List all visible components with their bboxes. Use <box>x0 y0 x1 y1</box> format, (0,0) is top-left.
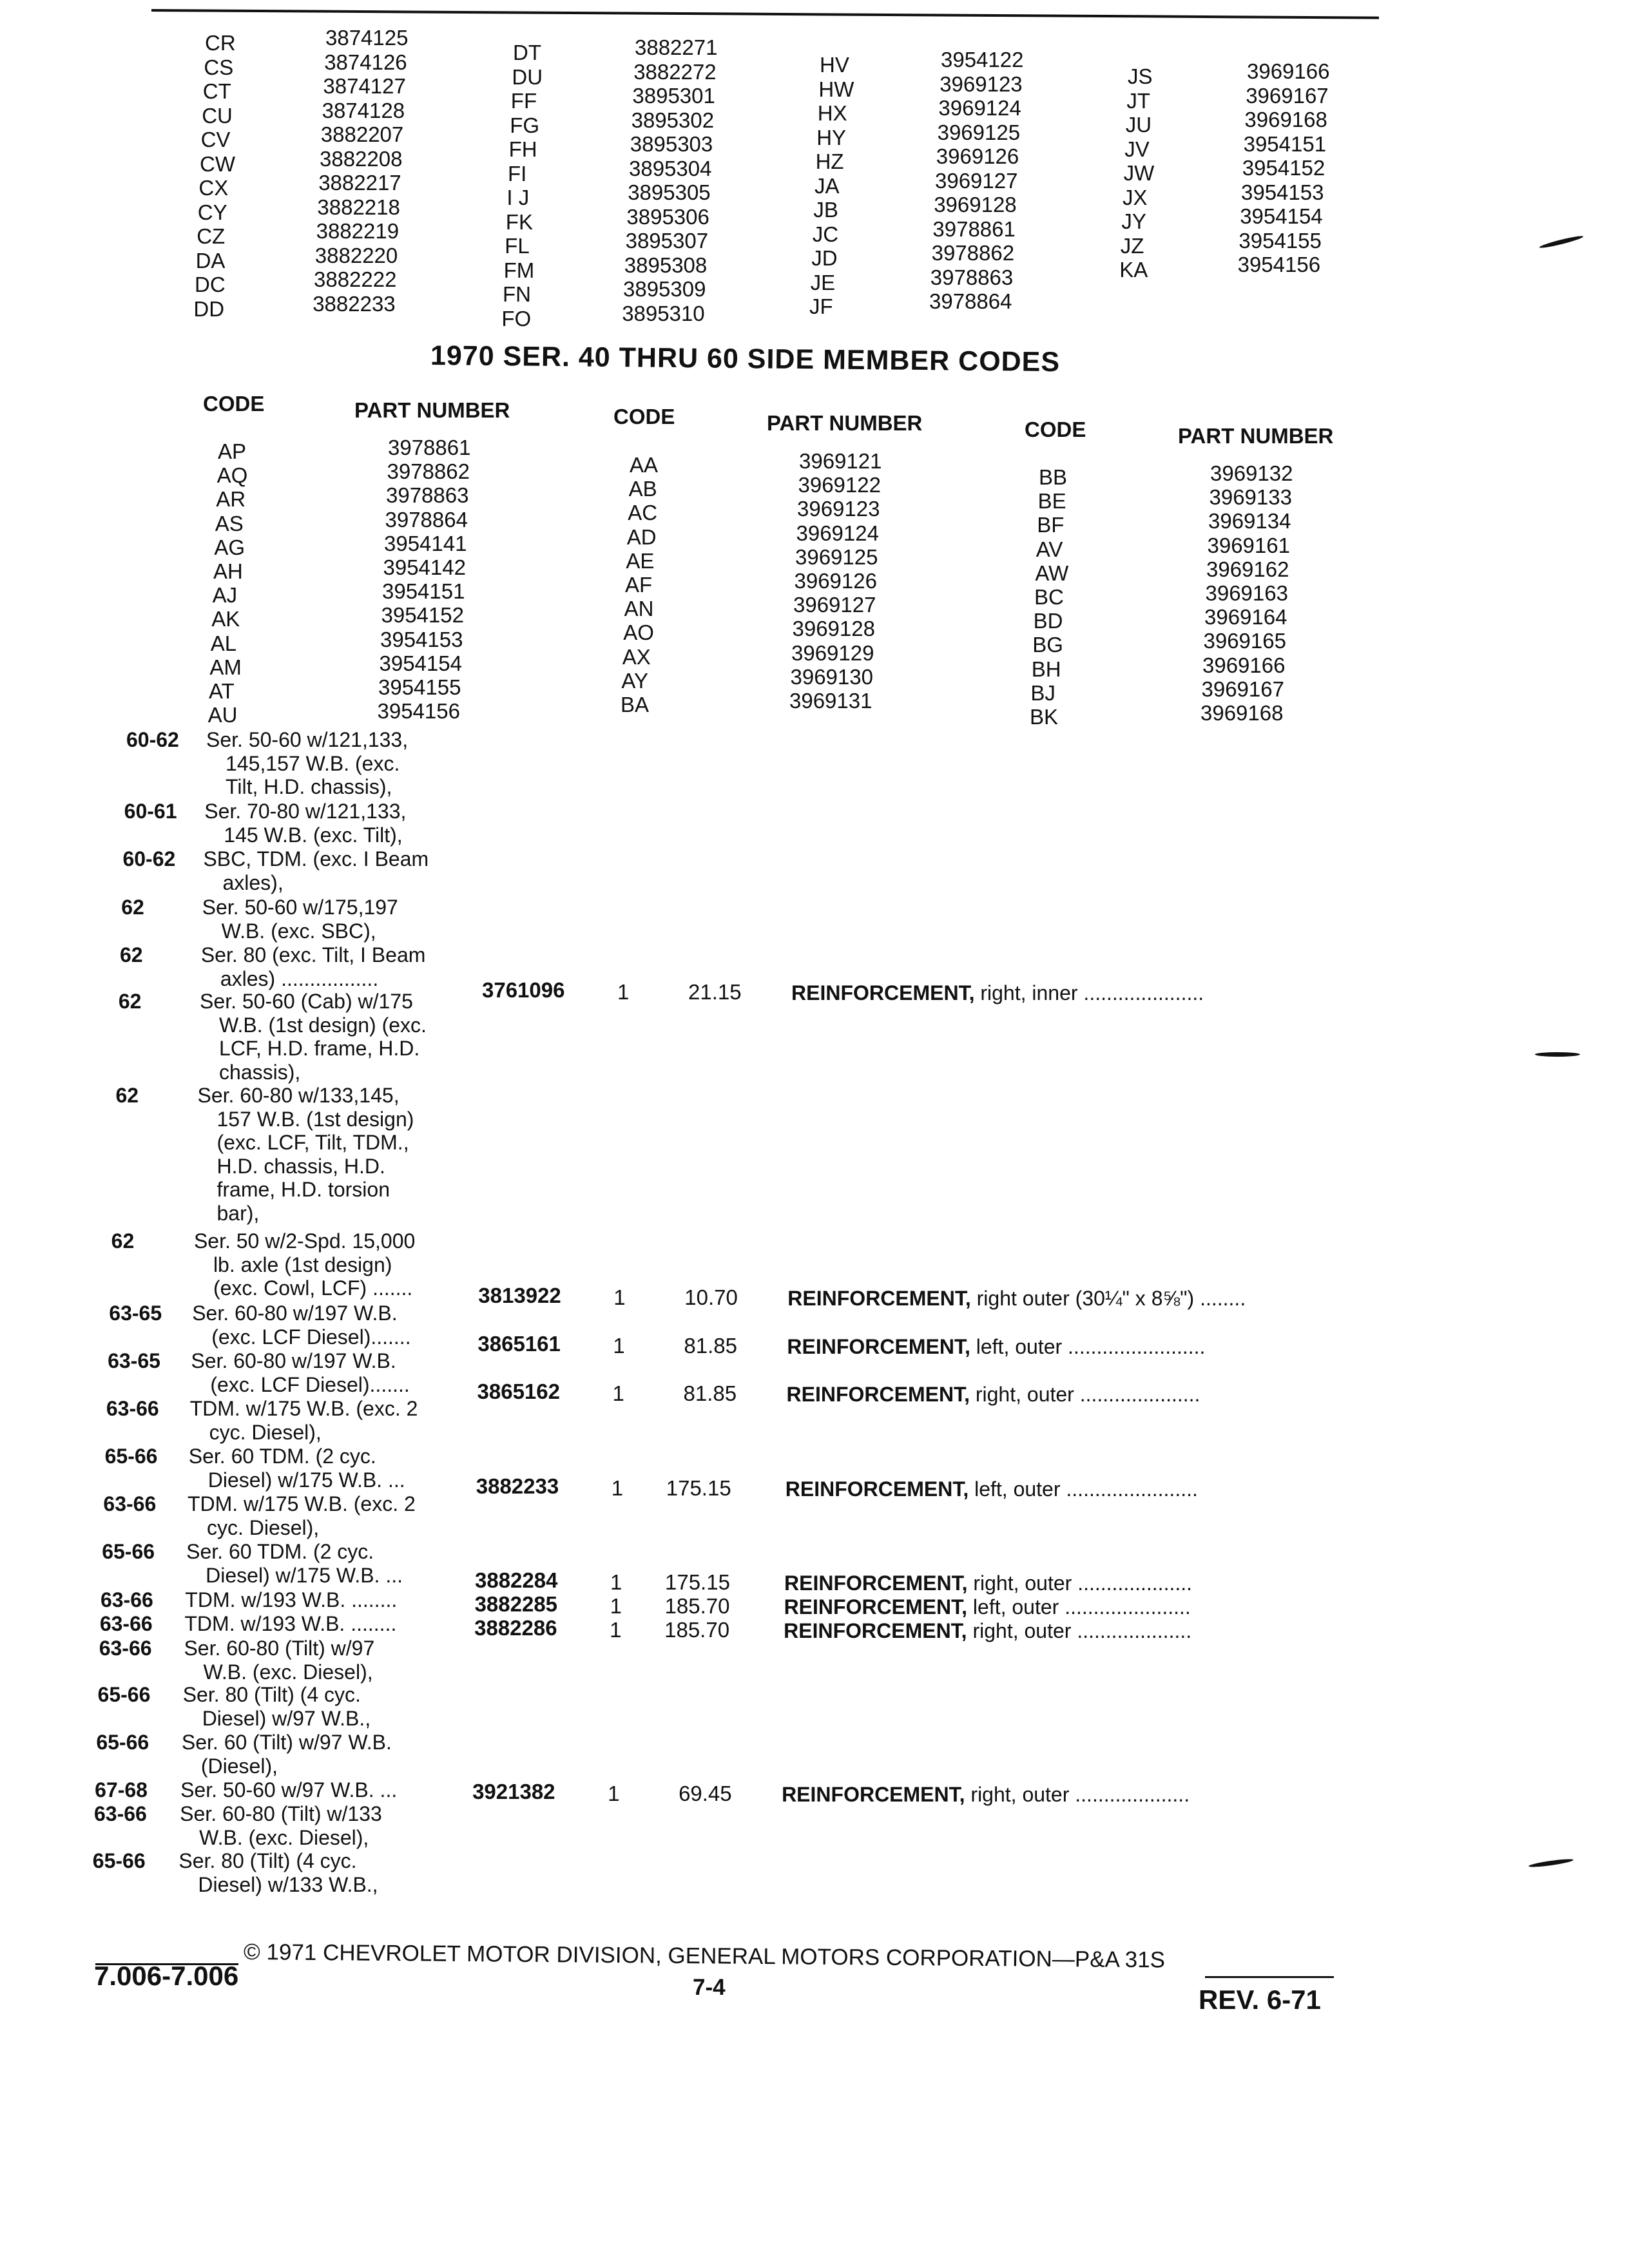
code-column-header: CODE <box>203 392 265 416</box>
side-member-code: AS <box>215 511 244 535</box>
side-member-part-number: 3954141 <box>384 531 467 555</box>
side-member-code: BG <box>1032 633 1063 657</box>
side-member-part-number: 3969126 <box>794 569 877 593</box>
side-member-code: AA <box>630 453 659 477</box>
section-title: 1970 SER. 40 THRU 60 SIDE MEMBER CODES <box>430 340 1061 378</box>
code-column-header: CODE <box>1025 418 1086 441</box>
top-part-number: 3969127 <box>935 168 1018 193</box>
top-rule <box>151 9 1379 19</box>
side-member-part-number: 3969165 <box>1203 629 1286 653</box>
side-member-code: AK <box>211 607 240 631</box>
model-years: 65-66 <box>104 1445 158 1468</box>
footer-copyright: © 1971 CHEVROLET MOTOR DIVISION, GENERAL MOTORS CORPORATION—P&A 31S <box>243 1939 1166 1973</box>
application-line: TDM. w/193 W.B. ........ <box>184 1612 397 1635</box>
top-part-number: 3954155 <box>1239 228 1322 253</box>
top-code: CR <box>205 31 236 55</box>
top-code: FO <box>501 306 532 331</box>
top-part-number: 3969167 <box>1246 83 1329 108</box>
side-member-part-number: 3954152 <box>381 603 464 628</box>
top-code: CY <box>197 200 227 224</box>
application-line: 145,157 W.B. (exc. <box>226 751 400 775</box>
part-description <box>787 1383 1200 1407</box>
top-code: FH <box>508 137 537 161</box>
part-name: REINFORCEMENT, <box>787 1335 970 1358</box>
top-part-number: 3874126 <box>324 50 407 74</box>
side-member-part-number: 3969123 <box>797 497 880 521</box>
top-code: CX <box>198 176 229 200</box>
top-part-number: 3978862 <box>931 241 1015 265</box>
application-line: TDM. w/193 W.B. ........ <box>185 1588 398 1611</box>
side-member-code: BJ <box>1030 680 1055 705</box>
application-line: Diesel) w/97 W.B., <box>202 1706 371 1730</box>
side-member-part-number: 3954154 <box>379 651 462 675</box>
price: 175.15 <box>665 1570 730 1594</box>
model-years: 60-61 <box>124 800 177 823</box>
top-part-number: 3895303 <box>630 132 713 156</box>
quantity: 1 <box>617 980 630 1004</box>
part-number: 3882286 <box>474 1616 557 1640</box>
application-line: W.B. (exc. SBC), <box>221 919 376 943</box>
top-code: CW <box>200 151 235 176</box>
side-member-code: BF <box>1037 513 1065 537</box>
application-line: Ser. 50-60 w/175,197 <box>202 896 398 919</box>
top-code: JA <box>815 173 840 198</box>
side-member-part-number: 3954151 <box>382 579 465 604</box>
application-line: Tilt, H.D. chassis), <box>226 775 392 798</box>
part-description <box>784 1571 1192 1595</box>
top-part-number: 3895308 <box>624 253 708 277</box>
part-detail: left, outer ........................ <box>970 1335 1206 1358</box>
application-line: W.B. (1st design) (exc. <box>219 1013 427 1037</box>
top-code: DD <box>193 296 225 321</box>
part-description <box>784 1595 1191 1619</box>
application-line: Ser. 80 (exc. Tilt, I Beam <box>200 943 426 966</box>
top-code: FF <box>510 89 537 113</box>
part-name: REINFORCEMENT, <box>791 981 975 1004</box>
side-member-code: AN <box>624 597 654 621</box>
top-part-number: 3874128 <box>322 98 405 122</box>
price: 81.85 <box>683 1381 737 1405</box>
price: 185.70 <box>664 1594 730 1618</box>
top-part-number: 3969124 <box>938 96 1021 120</box>
application-line: Ser. 80 (Tilt) (4 cyc. <box>178 1849 357 1872</box>
part-description <box>791 981 1204 1005</box>
side-member-part-number: 3969128 <box>792 617 875 641</box>
application-line: W.B. (exc. Diesel), <box>203 1660 373 1684</box>
application-line: (exc. LCF, Tilt, TDM., <box>217 1131 409 1154</box>
top-code: DC <box>195 273 226 296</box>
top-part-number: 3895305 <box>628 180 711 204</box>
side-member-code: AL <box>210 631 237 655</box>
side-member-part-number: 3969122 <box>798 473 881 497</box>
side-member-part-number: 3969134 <box>1208 509 1291 533</box>
side-member-part-number: 3969131 <box>789 689 872 713</box>
top-code: CS <box>204 55 234 79</box>
top-part-number: 3895309 <box>623 277 706 301</box>
side-member-code: AC <box>628 501 658 525</box>
part-number: 3882285 <box>474 1592 558 1616</box>
top-code: JY <box>1121 209 1146 233</box>
top-code: HY <box>816 125 847 149</box>
side-member-code: AJ <box>212 583 238 608</box>
part-name: REINFORCEMENT, <box>784 1595 968 1619</box>
application-line: Ser. 60 (Tilt) w/97 W.B. <box>181 1731 392 1754</box>
price: 21.15 <box>688 980 742 1004</box>
side-member-part-number: 3969130 <box>790 664 873 689</box>
side-member-part-number: 3969164 <box>1204 605 1287 629</box>
model-years: 62 <box>121 896 144 919</box>
side-member-part-number: 3954153 <box>380 627 463 651</box>
part-number-column-header: PART NUMBER <box>1178 424 1334 448</box>
model-years: 62 <box>111 1229 135 1253</box>
side-member-code: AU <box>207 703 238 727</box>
application-line: bar), <box>217 1201 260 1225</box>
top-part-number: 3895304 <box>629 156 712 180</box>
quantity: 1 <box>610 1594 622 1618</box>
application-line: Ser. 70-80 w/121,133, <box>204 800 407 823</box>
top-code: JV <box>1124 137 1150 161</box>
application-line: axles), <box>222 870 284 894</box>
application-line: Ser. 50-60 w/97 W.B. ... <box>180 1778 398 1802</box>
model-years: 62 <box>119 943 143 966</box>
application-line: TDM. w/175 W.B. (exc. 2 <box>187 1492 416 1515</box>
side-member-code: AX <box>622 644 651 669</box>
top-code: DU <box>512 64 543 89</box>
top-part-number: 3969125 <box>937 120 1021 144</box>
model-years: 63-66 <box>103 1492 157 1515</box>
model-years: 63-66 <box>99 1612 153 1635</box>
part-description <box>784 1619 1191 1643</box>
side-member-part-number: 3978863 <box>386 483 469 508</box>
top-part-number: 3895302 <box>631 108 715 132</box>
application-line: Ser. 60-80 w/197 W.B. <box>192 1302 398 1325</box>
top-code: FG <box>510 113 540 137</box>
application-line: Ser. 60-80 (Tilt) w/133 <box>180 1802 382 1825</box>
model-years: 60-62 <box>126 728 179 751</box>
part-name: REINFORCEMENT, <box>787 1287 971 1310</box>
part-number: 3761096 <box>482 978 565 1002</box>
side-member-part-number: 3954155 <box>378 675 461 699</box>
top-part-number: 3969126 <box>936 144 1019 168</box>
application-line: LCF, H.D. frame, H.D. <box>219 1037 420 1060</box>
top-code: JD <box>811 246 838 270</box>
top-code: JW <box>1123 161 1155 185</box>
side-member-part-number: 3978864 <box>385 507 468 532</box>
side-member-part-number: 3969125 <box>795 544 878 569</box>
application-line: 157 W.B. (1st design) <box>217 1107 414 1131</box>
top-part-number: 3954151 <box>1243 131 1327 156</box>
quantity: 1 <box>610 1618 622 1642</box>
application-line: W.B. (exc. Diesel), <box>199 1825 369 1849</box>
model-years: 63-66 <box>106 1397 159 1420</box>
side-member-code: AE <box>626 548 655 573</box>
side-member-code: BB <box>1039 465 1068 489</box>
side-member-code: AO <box>623 620 654 645</box>
price: 10.70 <box>684 1285 738 1309</box>
side-member-part-number: 3969167 <box>1201 677 1284 701</box>
application-line: TDM. w/175 W.B. (exc. 2 <box>189 1397 418 1420</box>
footer-revision: REV. 6-71 <box>1199 1984 1321 2015</box>
side-member-code: AY <box>621 668 648 693</box>
top-part-number: 3882207 <box>320 122 404 146</box>
application-line: cyc. Diesel), <box>209 1420 322 1444</box>
top-code: JX <box>1123 185 1148 209</box>
application-line: Ser. 60-80 (Tilt) w/97 <box>184 1637 375 1660</box>
part-detail: right, inner ..................... <box>974 981 1204 1004</box>
model-years: 65-66 <box>96 1731 149 1754</box>
footer-rule-right <box>1205 1976 1334 1978</box>
model-years: 65-66 <box>92 1849 146 1872</box>
footer-page-number: 7-4 <box>693 1975 726 2000</box>
part-detail: left, outer ....................... <box>969 1477 1198 1501</box>
part-detail: right outer (30¼" x 8⅝") ........ <box>970 1287 1246 1310</box>
application-line: Ser. 50-60 (Cab) w/175 <box>200 990 413 1013</box>
top-part-number: 3882233 <box>313 291 396 316</box>
part-number: 3882284 <box>475 1568 558 1592</box>
part-description <box>782 1783 1190 1807</box>
top-part-number: 3882219 <box>316 219 400 243</box>
application-line: cyc. Diesel), <box>206 1515 320 1539</box>
part-detail: right, outer .................... <box>965 1783 1190 1806</box>
application-line: Diesel) w/133 W.B., <box>198 1872 378 1896</box>
application-line: (exc. LCF Diesel)....... <box>210 1372 410 1396</box>
side-member-code: BE <box>1037 489 1066 514</box>
top-part-number: 3978861 <box>932 216 1016 241</box>
application-line: lb. axle (1st design) <box>213 1253 392 1276</box>
application-line: Ser. 60 TDM. (2 cyc. <box>188 1445 376 1468</box>
side-member-part-number: 3969129 <box>791 640 874 665</box>
quantity: 1 <box>611 1476 624 1500</box>
top-code: KA <box>1119 258 1148 282</box>
price: 69.45 <box>679 1782 732 1805</box>
side-member-part-number: 3954156 <box>377 699 460 724</box>
model-years: 63-66 <box>100 1588 153 1611</box>
top-code: DA <box>195 248 226 273</box>
part-detail: right, outer ..................... <box>969 1383 1200 1406</box>
part-number-column-header: PART NUMBER <box>767 411 923 435</box>
side-member-part-number: 3969166 <box>1202 653 1286 677</box>
model-years: 62 <box>115 1084 139 1107</box>
application-line: SBC, TDM. (exc. I Beam <box>203 847 429 870</box>
application-line: Ser. 60-80 w/197 W.B. <box>191 1349 396 1372</box>
part-detail: left, outer ...................... <box>967 1595 1191 1619</box>
side-member-part-number: 3969163 <box>1205 581 1288 605</box>
top-part-number: 3882220 <box>314 243 398 267</box>
application-line: Diesel) w/175 W.B. ... <box>207 1468 405 1492</box>
top-part-number: 3895301 <box>632 84 715 108</box>
model-years: 63-66 <box>99 1637 152 1660</box>
top-code: HW <box>818 77 854 101</box>
part-name: REINFORCEMENT, <box>784 1571 968 1595</box>
application-line: Ser. 60-80 w/133,145, <box>197 1084 400 1107</box>
model-years: 65-66 <box>97 1683 151 1706</box>
margin-mark <box>1539 235 1584 250</box>
part-description <box>787 1335 1205 1359</box>
part-number: 3813922 <box>478 1283 561 1307</box>
side-member-code: AP <box>218 439 247 463</box>
footer-group-number: 7.006-7.006 <box>94 1961 239 1991</box>
top-part-number: 3895306 <box>626 204 709 229</box>
top-code: DT <box>513 41 541 64</box>
application-line: axles) ................. <box>220 966 379 990</box>
top-part-number: 3954154 <box>1240 204 1323 228</box>
model-years: 60-62 <box>122 847 176 870</box>
top-code: FL <box>505 234 530 258</box>
quantity: 1 <box>613 1285 626 1309</box>
part-description <box>786 1477 1198 1501</box>
side-member-code: AH <box>213 559 243 583</box>
side-member-part-number: 3969133 <box>1209 485 1292 510</box>
top-part-number: 3882218 <box>317 195 400 219</box>
part-name: REINFORCEMENT, <box>785 1477 969 1501</box>
top-code: JS <box>1128 64 1153 88</box>
quantity: 1 <box>613 1334 625 1358</box>
side-member-code: BA <box>621 693 650 716</box>
top-code: JZ <box>1120 233 1144 258</box>
top-code: JC <box>812 222 839 246</box>
part-number: 3865162 <box>477 1379 560 1403</box>
top-part-number: 3969166 <box>1247 59 1330 83</box>
top-code: HX <box>817 101 847 125</box>
top-code: CU <box>202 103 233 128</box>
application-line: chassis), <box>219 1060 301 1084</box>
top-code: HV <box>820 53 849 77</box>
top-code: CZ <box>197 224 226 248</box>
top-part-number: 3882222 <box>314 267 397 291</box>
application-line: Ser. 60 TDM. (2 cyc. <box>186 1540 374 1563</box>
price: 175.15 <box>666 1476 731 1500</box>
application-line: Ser. 80 (Tilt) (4 cyc. <box>182 1683 361 1706</box>
top-part-number: 3882271 <box>635 35 718 59</box>
top-code: JT <box>1126 88 1151 113</box>
part-number-column-header: PART NUMBER <box>354 398 510 422</box>
top-part-number: 3969168 <box>1244 108 1327 131</box>
application-line: Diesel) w/175 W.B. ... <box>206 1563 403 1587</box>
side-member-code: BD <box>1033 609 1063 633</box>
application-line: Ser. 50 w/2-Spd. 15,000 <box>193 1229 416 1253</box>
top-part-number: 3895307 <box>625 229 709 253</box>
top-code: CT <box>202 79 231 103</box>
application-line: (Diesel), <box>200 1754 278 1778</box>
model-years: 63-66 <box>93 1802 147 1825</box>
side-member-part-number: 3954142 <box>383 555 466 579</box>
side-member-code: BH <box>1031 657 1061 681</box>
side-member-part-number: 3969127 <box>793 593 876 617</box>
part-description <box>787 1287 1246 1311</box>
side-member-part-number: 3969132 <box>1210 461 1293 485</box>
top-part-number: 3969123 <box>940 72 1023 96</box>
top-part-number: 3969128 <box>934 193 1017 216</box>
top-code: JF <box>809 294 833 318</box>
application-line: (exc. LCF Diesel)....... <box>211 1325 411 1349</box>
part-number: 3882233 <box>476 1474 559 1498</box>
side-member-part-number: 3969168 <box>1200 701 1284 725</box>
side-member-part-number: 3978861 <box>388 436 471 459</box>
top-code: FK <box>505 209 533 234</box>
side-member-code: AV <box>1036 537 1063 561</box>
top-code: JE <box>810 270 836 294</box>
top-part-number: 3954156 <box>1237 253 1321 276</box>
top-part-number: 3895310 <box>622 301 705 325</box>
top-code: FN <box>503 282 531 306</box>
side-member-code: BC <box>1034 585 1064 609</box>
side-member-part-number: 3978862 <box>387 459 470 484</box>
top-part-number: 3882217 <box>318 171 401 195</box>
code-column-header: CODE <box>613 405 675 428</box>
top-part-number: 3882208 <box>320 146 403 171</box>
part-detail: right, outer .................... <box>967 1619 1192 1642</box>
part-number: 3865161 <box>477 1332 561 1356</box>
top-part-number: 3978864 <box>929 289 1012 313</box>
price: 81.85 <box>684 1334 737 1358</box>
part-detail: right, outer .................... <box>967 1571 1193 1595</box>
model-years: 62 <box>118 990 142 1013</box>
top-code: FM <box>503 258 535 282</box>
side-member-code: AG <box>214 535 246 559</box>
margin-mark <box>1535 1052 1580 1057</box>
model-years: 65-66 <box>102 1540 155 1563</box>
side-member-part-number: 3969161 <box>1207 533 1290 557</box>
part-name: REINFORCEMENT, <box>784 1619 967 1642</box>
side-member-code: AF <box>625 573 653 597</box>
side-member-part-number: 3969124 <box>796 521 879 545</box>
top-part-number: 3882272 <box>633 59 717 84</box>
top-code: FI <box>508 161 527 186</box>
top-part-number: 3954152 <box>1242 156 1325 180</box>
model-years: 63-65 <box>108 1349 160 1372</box>
top-part-number: 3954122 <box>941 48 1024 72</box>
top-code: CV <box>200 128 231 151</box>
quantity: 1 <box>610 1570 622 1594</box>
side-member-code: AW <box>1035 561 1069 585</box>
top-code: JU <box>1125 113 1152 137</box>
application-line: 145 W.B. (exc. Tilt), <box>224 823 403 847</box>
model-years: 67-68 <box>95 1778 148 1802</box>
side-member-code: AD <box>626 524 657 549</box>
application-line: Ser. 50-60 w/121,133, <box>206 728 409 751</box>
model-years: 63-65 <box>109 1302 162 1325</box>
side-member-part-number: 3969121 <box>799 449 882 473</box>
top-code: HZ <box>815 149 844 173</box>
application-line: frame, H.D. torsion <box>217 1178 390 1201</box>
top-code: JB <box>813 198 838 222</box>
margin-mark <box>1528 1858 1574 1869</box>
side-member-part-number: 3969162 <box>1206 557 1289 581</box>
application-line: (exc. Cowl, LCF) ....... <box>213 1276 413 1300</box>
side-member-code: AB <box>628 477 657 501</box>
quantity: 1 <box>608 1782 620 1805</box>
side-member-code: AM <box>209 655 242 679</box>
part-name: REINFORCEMENT, <box>782 1783 965 1806</box>
side-member-code: AR <box>216 487 246 512</box>
top-part-number: 3874127 <box>323 74 406 98</box>
top-part-number: 3874125 <box>325 26 409 50</box>
side-member-code: AT <box>209 679 235 703</box>
part-number: 3921382 <box>472 1780 555 1803</box>
side-member-code: BK <box>1030 705 1059 729</box>
part-name: REINFORCEMENT, <box>786 1383 970 1406</box>
quantity: 1 <box>612 1381 624 1405</box>
top-part-number: 3978863 <box>930 265 1014 289</box>
price: 185.70 <box>664 1618 730 1642</box>
top-part-number: 3954153 <box>1241 180 1324 204</box>
side-member-code: AQ <box>217 463 248 488</box>
top-code: I J <box>506 186 530 209</box>
application-line: H.D. chassis, H.D. <box>217 1154 385 1178</box>
